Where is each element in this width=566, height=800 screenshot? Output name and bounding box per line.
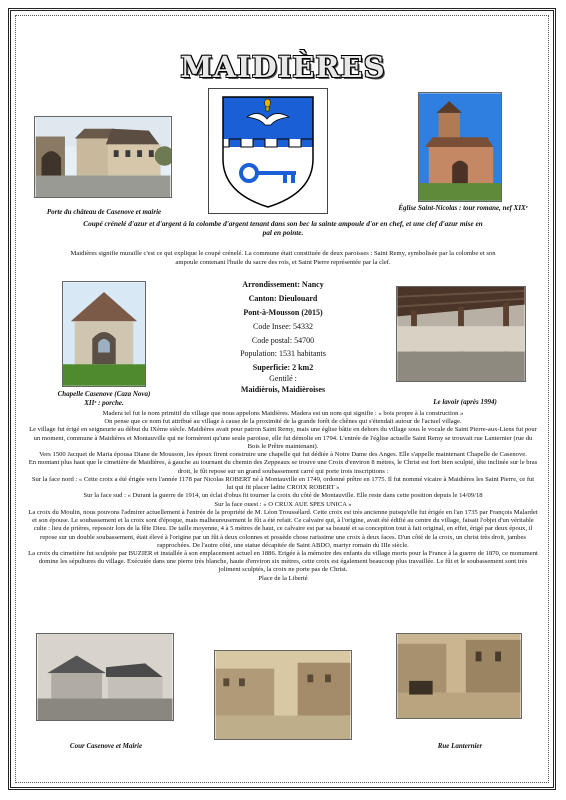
history-paragraph: Place de la Liberté [258,574,308,582]
castle-photo [34,116,172,198]
page-title: MAIDIÈRES [180,50,386,84]
meaning-text: Maidières signifie muraille c'est ce qui explique le coupé crénelé. La commune était constituée de deux paroisses : Saint Remy, symbolisée par la colombe et son ampoule contenant l'huile du sacre des rois, et Saint Pierre représentée par la clef. [70,250,496,266]
commune-info [190,280,376,398]
history-paragraph: Vers 1500 Jacquet de Maria épousa Diane de Mousson, les époux firent construire une chapelle qui fut dédiée à Notre Dame des Anges. Elle s'appelle maintenant Chapelle de Casenove. [39,451,527,459]
gentile-label: Gentilé : [269,373,297,383]
history-paragraph: La croix du Moulin, nous pouvons l'admirer actuellement à l'entrée de la propriété de M. Léon Troussélard. Cette croix est très ancienne puisqu'elle fut érigée en l'an 1735 par François Malardet et son épouse. Le soubassement et la croix sont d'époque, mais malheureusement le fût a été refait. Ce calvaire qui, à l'origine, avait été édifié au centre du village, faisait l'objet d'un véritable culte : lieu de prières, reposoir lors de la fête Dieu. De taille moyenne, 4 à 5 mètres de haut, ce calvaire est par sa beauté et sa conception tout à fait original, en effet, érigé par deux époux, il repose sur un double soubassement, était élevé à l'origine par un fût à deux colonnes et possède chose rarissime une croix à deux faces. D'un côté de la croix, un christ très droit, jambes rapprochées. De l'autre côté, une statue décapitée de Saint ABDO, martyr romain du IIIe siècle. [28,508,538,549]
blazon-text: Coupé crénelé d'azur et d'argent à la colombe d'argent tenant dans son bec la sainte ampoule d'or en chef, et une clef d'azur mise en pal en pointe. [83,219,483,238]
chapel-photo [62,281,146,387]
history-paragraph: Madera tel fut le nom primitif du village que nous appelons Maidières. Madera est un nom qui signifie : « bois propre à la construction » [102,410,464,417]
canton-2015-info: Pont-à-Mousson (2015) [243,307,323,317]
history-paragraph: La croix du cimetière fut sculptée par BUZIER et installée à son emplacement actuel en 1886. Erigée à la mémoire des enfants du village morts pour la France à la guerre de 1870, ce monument domine les sépultures du village. Exécutée dans une pierre très blanche, haute d'environ six mètres, cette croix est également beaucoup plus travaillée. Le fût et le soubassement sont très joliment sculptés, la croix ne porte pas de Christ. [28,549,538,574]
history-paragraph: Sur la face ouest : « O CRUX AUE SPES UNICA » [214,500,352,508]
church-photo [418,92,502,202]
insee-code: Code Insee: 54332 [253,321,313,331]
arrondissement-info: Arrondissement: Nancy [242,280,324,289]
history-paragraph: Le village fut érigé en seigneurie au début du IXème siècle. Maidières avait pour patron Saint Remy, mais une église bâtie en dehors du village sous le vocale de Saint Pierre-aux-Liens fut pour un moment, commune à Maidières et Montauville qui ne formèrent qu'une seule paroisse, elle fut démolie en 1794. L'entrée de l'église actuelle Saint Remy se trouvait rue Lanternier (rue du Bois le Prêtre maintenant). [29,426,537,450]
chapel-caption-1: Chapelle Casenove (Caza Nova) [57,390,151,398]
castle-caption: Porte du château de Casenove et mairie [46,208,162,216]
rue-caption: Rue Lanternier [437,742,483,750]
history-text [28,410,538,583]
history-paragraph: Sur la face nord : « Cette croix a été érigée vers l'année 1178 par Nicolas ROBERT né à Montauville en 1749, ordonné prêtre en 1775. Il fut nommé vicaire à Maidières les Saint Pierre, ce fut lui qui fit placer ladite CROIX ROBERT » [31,475,535,492]
superficie-info: Superficie: 2 km2 [252,363,314,373]
history-paragraph: Sur la face sud : « Durant la guerre de 1914, un éclat d'obus fit tourner la croix du côté de Montauville. Elle reste dans cette position depuis le 14/09/18 [83,492,483,500]
coat-of-arms-frame [208,88,328,214]
church-caption: Église Saint-Nicolas : tour romane, nef XIXᵉ [398,204,528,212]
cour-casenove-photo [36,633,174,721]
lavoir-caption: Le lavoir (après 1994) [433,398,497,406]
population-info: Population: 1531 habitants [240,349,326,359]
canton-info: Canton: Dieulouard [248,293,318,303]
rue-lanternier-photo [396,633,522,719]
gentile-value: Maidièrois, Maidièroises [240,384,326,394]
history-paragraph: On pense que ce nom fut attribué au village à cause de la proximité de la grande forêt de chênes qui s'étendait autour de l'actuel village. [104,418,462,426]
lavoir-photo [396,286,526,382]
postal-code: Code postal: 54700 [251,335,315,345]
place-liberte-photo [214,650,352,740]
coat-of-arms [209,89,327,213]
history-paragraph: En montant plus haut que le cimetière de Maidières, à gauche au tournant du chemin des Zeppeaux se trouve une Croix d'environ 8 mètres, le Christ est fort bien sculpté, tête inclinée sur le bras droit, le fût repose sur un grand soubassement carré qui porte trois inscriptions : [28,459,538,475]
chapel-caption-2: XIIᵉ : porche. [84,399,124,407]
cour-caption: Cour Casenove et Mairie [69,742,143,750]
